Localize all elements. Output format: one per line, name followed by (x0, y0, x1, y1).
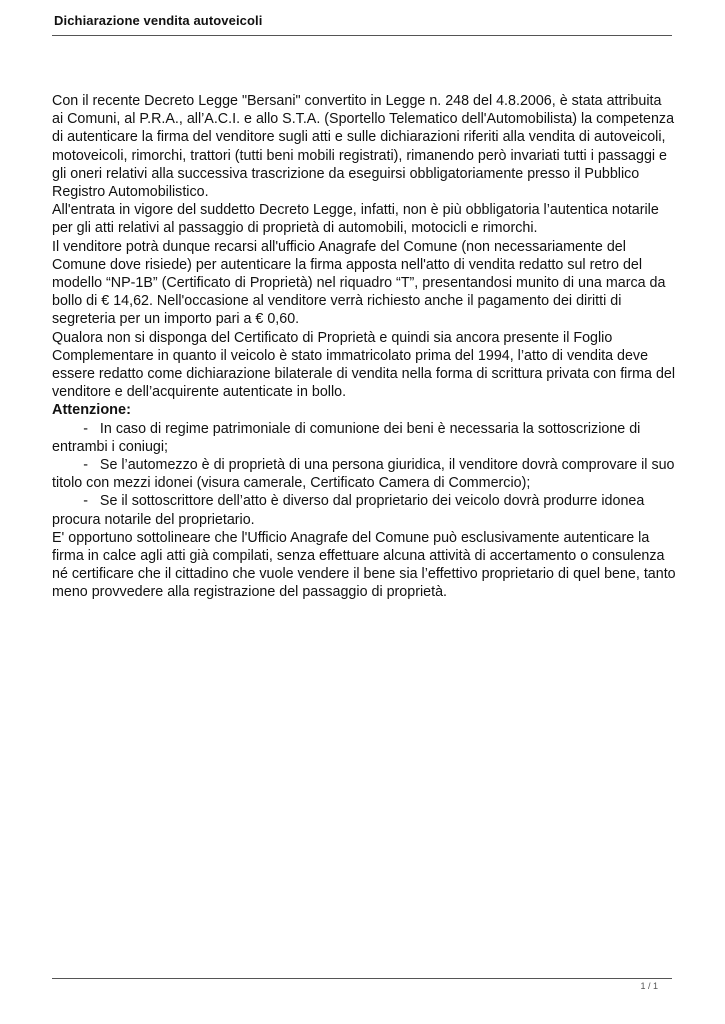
attention-item-1 (52, 420, 676, 456)
attention-item-text: In caso di regime patrimoniale di comunione dei beni è necessaria la sottoscrizione di entrambi i coniugi; (52, 420, 641, 455)
document-title: Dichiarazione vendita autoveicoli (54, 13, 263, 28)
bullet-dash: - (83, 457, 88, 474)
attention-heading: Attenzione: (52, 402, 131, 419)
page-number: 1 / 1 (640, 981, 658, 991)
header-divider (52, 35, 672, 36)
bullet-dash: - (83, 420, 88, 437)
intro-paragraph-2: All'entrata in vigore del suddetto Decreto Legge, infatti, non è più obbligatoria l’autentica notarile per gli atti relativi al passaggio di proprietà di automobili, motocicli e rimorchi. (52, 202, 659, 237)
attention-item-text: Se l’automezzo è di proprietà di una persona giuridica, il venditore dovrà comprovare il suo titolo con mezzi idonei (visura camerale, Certificato Camera di Commercio); (52, 457, 675, 492)
document-body (52, 92, 676, 602)
attention-item-text: Se il sottoscrittore dell’atto è diverso dal proprietario dei veicolo dovrà produrre idonea procura notarile del proprietario. (52, 493, 645, 528)
intro-paragraph-1: Con il recente Decreto Legge "Bersani" convertito in Legge n. 248 del 4.8.2006, è stata attribuita ai Comuni, al P.R.A., all’A.C.I. e allo S.T.A. (Sportello Telematico dell'Automobilista) la competenza di autenticare la firma del venditore sugli atti e sulle dichiarazioni riferiti alla vendita di autoveicoli, motoveicoli, rimorchi, trattori (tutti beni mobili registrati), rimanendo però invariati tutti i passaggi e gli oneri relativi alla successiva trascrizione da eseguirsi obbligatoriamente presso il Pubblico Registro Automobilistico. (52, 93, 675, 201)
closing-paragraph: E' opportuno sottolineare che l'Ufficio Anagrafe del Comune può esclusivamente autenticare la firma in calce agli atti già compilati, senza effettuare alcuna attività di accertamento o consulenza né certificare che il cittadino che vuole vendere il bene sia l’effettivo proprietario di quel bene, tanto meno provvedere alla registrazione del passaggio di proprietà. (52, 529, 676, 601)
footer-divider (52, 978, 672, 979)
intro-paragraph-4: Qualora non si disponga del Certificato di Proprietà e quindi sia ancora presente il Foglio Complementare in quanto il veicolo è stato immatricolato prima del 1994, l’atto di vendita deve essere redatto come dichiarazione bilaterale di vendita nella forma di scrittura privata con firma del venditore e dell’acquirente autenticate in bollo. (52, 329, 676, 401)
attention-item-2 (52, 456, 676, 492)
attention-item-3 (52, 492, 676, 528)
bullet-dash: - (83, 493, 88, 510)
intro-paragraph-3: Il venditore potrà dunque recarsi all'ufficio Anagrafe del Comune (non necessariamente del Comune dove risiede) per autenticare la firma apposta nell'atto di vendita redatto sul retro del modello “NP-1B” (Certificato di Proprietà) nel riquadro “T”, presentandosi munito di una marca da bollo di € 14,62. Nell'occasione al venditore verrà richiesto anche il pagamento dei diritti di segreteria per un importo pari a € 0,60. (52, 238, 666, 328)
